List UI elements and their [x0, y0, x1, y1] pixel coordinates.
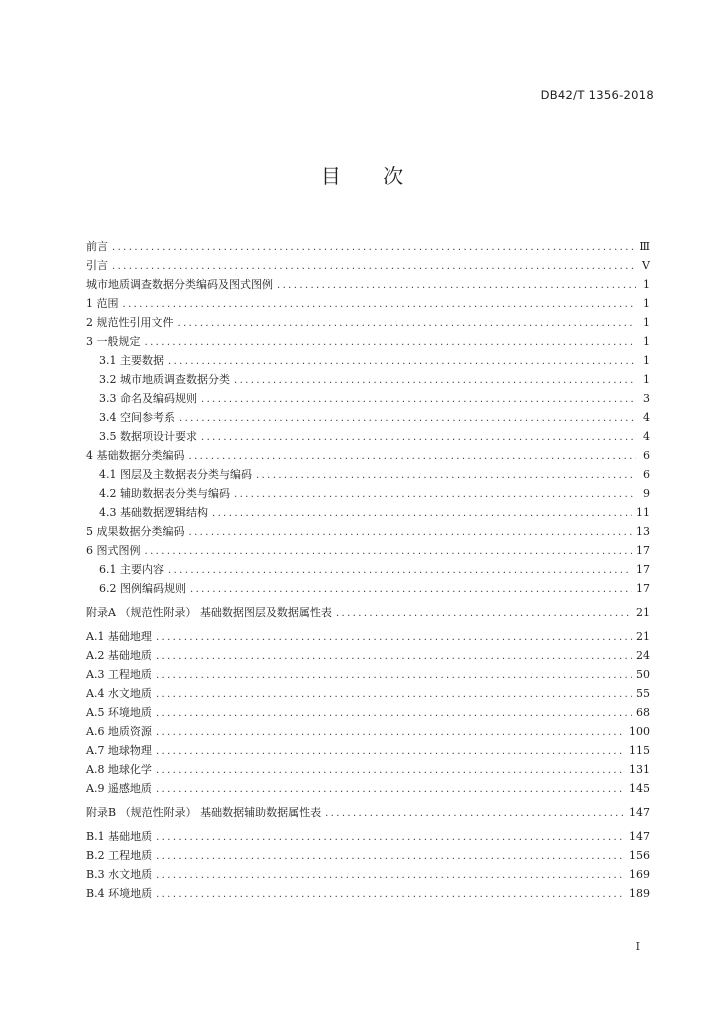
leader-dots [325, 804, 625, 823]
leader-dots [145, 333, 637, 352]
toc-entry[interactable] [86, 351, 650, 370]
leader-dots [168, 561, 632, 580]
leader-dots [123, 295, 637, 314]
toc-entry-page: 189 [629, 887, 650, 900]
leader-dots [156, 885, 625, 904]
toc-entry-page: 17 [636, 544, 650, 557]
toc-entry-label: A.1 基础地理 [86, 630, 152, 643]
toc-entry-label: 3 一般规定 [86, 335, 141, 348]
page-number: I [635, 940, 640, 953]
leader-dots [156, 761, 625, 780]
toc-entry-page: 3 [643, 392, 650, 405]
leader-dots [156, 666, 632, 685]
toc-entry-appendix[interactable] [86, 803, 650, 822]
toc-entry-page: 6 [643, 468, 650, 481]
toc-entry[interactable] [86, 760, 650, 779]
toc-entry-page: 21 [636, 630, 650, 643]
toc-entry-page: 147 [629, 830, 650, 843]
toc-entry[interactable] [86, 627, 650, 646]
toc-entry-label: 2 规范性引用文件 [86, 316, 174, 329]
toc-entry-page: 1 [643, 335, 650, 348]
toc-entry-label: 1 范围 [86, 297, 119, 310]
toc-entry-page: 9 [643, 487, 650, 500]
toc-entry[interactable] [86, 684, 650, 703]
toc-entry-page: 169 [629, 868, 650, 881]
toc-entry-label: A.7 地球物理 [86, 744, 152, 757]
leader-dots [112, 238, 635, 257]
toc-entry-label: 4.3 基础数据逻辑结构 [99, 506, 208, 519]
toc-entry-page: 68 [636, 706, 650, 719]
toc-entry[interactable] [86, 313, 650, 332]
toc-entry-page: 24 [636, 649, 650, 662]
toc-entry-label: 3.3 命名及编码规则 [99, 392, 197, 405]
toc-entry[interactable] [86, 427, 650, 446]
toc-entry-label: 3.5 数据项设计要求 [99, 430, 197, 443]
leader-dots [156, 647, 632, 666]
toc-entry[interactable] [86, 446, 650, 465]
toc-entry-label: 3.4 空间参考系 [99, 411, 175, 424]
leader-dots [156, 628, 632, 647]
toc-entry[interactable] [86, 294, 650, 313]
toc-entry[interactable] [86, 503, 650, 522]
toc-entry-label: A.5 环境地质 [86, 706, 152, 719]
toc-entry-label: 4.2 辅助数据表分类与编码 [99, 487, 230, 500]
toc-entry[interactable] [86, 408, 650, 427]
leader-dots [156, 866, 625, 885]
toc-entry-label: A.8 地球化学 [86, 763, 152, 776]
toc-entry[interactable] [86, 703, 650, 722]
leader-dots [336, 604, 632, 623]
toc-entry-page: 55 [636, 687, 650, 700]
toc-entry-page: 131 [629, 763, 650, 776]
leader-dots [156, 847, 625, 866]
leader-dots [156, 704, 632, 723]
leader-dots [168, 352, 636, 371]
toc-entry-label: 5 成果数据分类编码 [86, 525, 185, 538]
leader-dots [190, 580, 632, 599]
toc-entry[interactable] [86, 779, 650, 798]
toc-entry[interactable] [86, 275, 650, 294]
toc-entry-page: 1 [643, 316, 650, 329]
toc-entry-label: A.9 遥感地质 [86, 782, 152, 795]
leader-dots [156, 780, 625, 799]
leader-dots [256, 466, 636, 485]
toc-entry-page: 4 [643, 411, 650, 424]
toc-entry[interactable] [86, 827, 650, 846]
toc-entry-page: 145 [629, 782, 650, 795]
toc-entry[interactable] [86, 646, 650, 665]
toc-entry[interactable] [86, 846, 650, 865]
toc-entry[interactable] [86, 541, 650, 560]
leader-dots [179, 409, 636, 428]
leader-dots [234, 371, 636, 390]
leader-dots [234, 485, 636, 504]
toc-entry-label: 引言 [86, 259, 108, 272]
toc-entry[interactable] [86, 665, 650, 684]
leader-dots [156, 742, 625, 761]
toc-entry-label: 附录B （规范性附录） 基础数据辅助数据属性表 [86, 806, 322, 819]
toc-entry-label: A.3 工程地质 [86, 668, 152, 681]
toc-entry-page: 1 [643, 297, 650, 310]
toc-entry-page: 6 [643, 449, 650, 462]
toc-entry-label: 3.2 城市地质调查数据分类 [99, 373, 230, 386]
toc-entry-label: 6.2 图例编码规则 [99, 582, 186, 595]
toc-entry[interactable] [86, 865, 650, 884]
toc-entry[interactable] [86, 741, 650, 760]
toc-entry-label: 4.1 图层及主数据表分类与编码 [99, 468, 252, 481]
table-of-contents [86, 237, 650, 903]
toc-entry-label: 3.1 主要数据 [99, 354, 164, 367]
toc-entry-page: 50 [636, 668, 650, 681]
toc-entry-label: B.2 工程地质 [86, 849, 153, 862]
page-title: 目 次 [320, 164, 422, 188]
toc-entry-page: 1 [643, 278, 650, 291]
toc-entry-label: B.4 环境地质 [86, 887, 153, 900]
toc-entry-page: Ⅲ [639, 240, 650, 253]
toc-entry-page: 1 [643, 373, 650, 386]
leader-dots [201, 428, 636, 447]
toc-entry-appendix[interactable] [86, 603, 650, 622]
toc-entry-page: 115 [629, 744, 650, 757]
leader-dots [189, 523, 633, 542]
toc-entry-label: B.3 水文地质 [86, 868, 153, 881]
toc-entry[interactable] [86, 465, 650, 484]
document-id: DB42/T 1356-2018 [540, 88, 654, 102]
toc-entry-label: 城市地质调查数据分类编码及图式图例 [86, 278, 273, 291]
toc-entry-label: A.4 水文地质 [86, 687, 152, 700]
toc-entry[interactable] [86, 370, 650, 389]
toc-entry-label: 6.1 主要内容 [99, 563, 164, 576]
toc-entry-label: B.1 基础地质 [86, 830, 153, 843]
toc-entry[interactable] [86, 256, 650, 275]
toc-entry-label: 4 基础数据分类编码 [86, 449, 185, 462]
toc-entry[interactable] [86, 332, 650, 351]
leader-dots [178, 314, 637, 333]
leader-dots [277, 276, 636, 295]
toc-entry-label: 前言 [86, 240, 108, 253]
toc-entry[interactable] [86, 579, 650, 598]
toc-entry-page: 17 [636, 582, 650, 595]
toc-entry-page: 1 [643, 354, 650, 367]
toc-entry-label: 6 图式图例 [86, 544, 141, 557]
toc-entry[interactable] [86, 522, 650, 541]
toc-entry-page: 156 [629, 849, 650, 862]
toc-entry-label: A.2 基础地质 [86, 649, 152, 662]
toc-entry-page: 13 [636, 525, 650, 538]
toc-entry-page: Ⅴ [642, 259, 650, 272]
toc-entry-label: A.6 地质资源 [86, 725, 152, 738]
toc-entry[interactable] [86, 389, 650, 408]
toc-entry[interactable] [86, 884, 650, 903]
toc-entry[interactable] [86, 560, 650, 579]
toc-entry-page: 21 [636, 606, 650, 619]
toc-entry[interactable] [86, 484, 650, 503]
leader-dots [212, 504, 632, 523]
toc-entry[interactable] [86, 237, 650, 256]
leader-dots [201, 390, 636, 409]
toc-entry-label: 附录A （规范性附录） 基础数据图层及数据属性表 [86, 606, 332, 619]
toc-entry-page: 4 [643, 430, 650, 443]
toc-entry-page: 11 [636, 506, 650, 519]
toc-entry[interactable] [86, 722, 650, 741]
leader-dots [189, 447, 637, 466]
toc-entry-page: 147 [629, 806, 650, 819]
leader-dots [112, 257, 636, 276]
leader-dots [145, 542, 633, 561]
toc-entry-page: 17 [636, 563, 650, 576]
leader-dots [156, 723, 625, 742]
toc-entry-page: 100 [629, 725, 650, 738]
leader-dots [156, 828, 625, 847]
leader-dots [156, 685, 632, 704]
